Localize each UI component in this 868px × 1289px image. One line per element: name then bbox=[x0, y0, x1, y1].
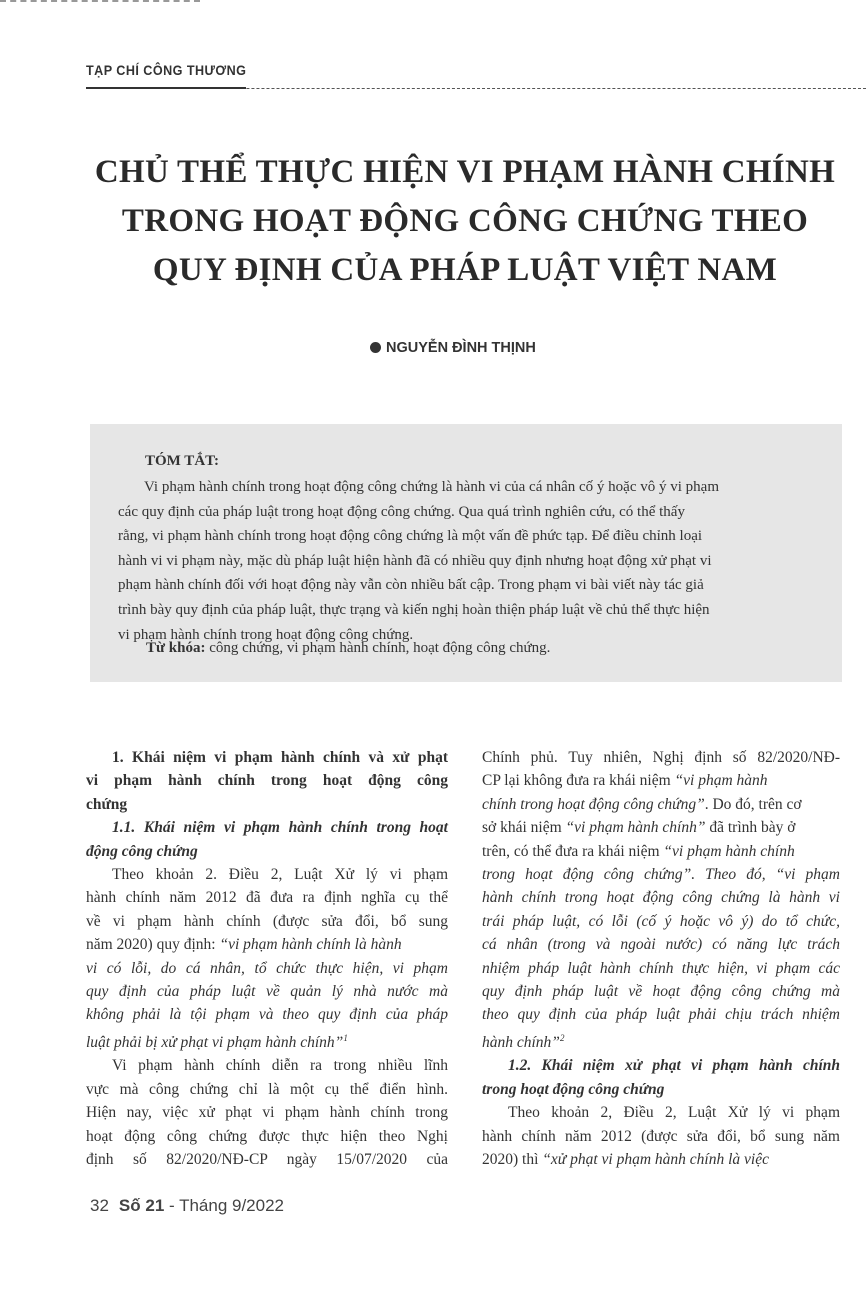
text-run: năm 2020) quy định: bbox=[86, 936, 220, 954]
right-column bbox=[482, 746, 840, 1171]
abstract-line: hành vi vi phạm này, mặc dù pháp luật hiện hành đã có nhiều quy định nhưng hoạt động xử phạt vi bbox=[118, 552, 712, 569]
subsection-heading: động công chứng bbox=[86, 842, 198, 860]
subsection-heading: trong hoạt động công chứng bbox=[482, 1080, 665, 1098]
text-run: đã trình bày ở bbox=[705, 819, 796, 837]
quote-run: luật phải bị xử phạt vi phạm hành chính” bbox=[86, 1034, 344, 1052]
text-run: 2020) thì bbox=[482, 1151, 543, 1169]
text-run: CP lại không đưa ra khái niệm bbox=[482, 772, 675, 790]
paragraph-line bbox=[482, 793, 840, 816]
quote-line: cá nhân (trong và ngoài nước) có năng lực trách bbox=[482, 936, 840, 954]
journal-name: TẠP CHÍ CÔNG THƯƠNG bbox=[86, 62, 247, 78]
paragraph-line bbox=[482, 1148, 840, 1171]
paragraph-line: về vi phạm hành chính (được sửa đổi, bổ sung bbox=[86, 912, 448, 930]
quote-line: quy định pháp luật về hoạt động công chứng mà bbox=[482, 983, 840, 1001]
quote-line: hành chính trong hoạt động công chứng là hành vi bbox=[482, 889, 840, 907]
paragraph-line bbox=[86, 933, 448, 956]
abstract-body bbox=[118, 475, 818, 647]
abstract-line: rằng, vi phạm hành chính trong hoạt động công chứng là một vấn đề phức tạp. Để điều chỉnh loại bbox=[118, 528, 703, 545]
quote-line: vi có lỗi, do cá nhân, tổ chức thực hiện, vi phạm bbox=[86, 959, 448, 977]
author-byline bbox=[370, 340, 536, 356]
paragraph-line bbox=[482, 816, 840, 839]
quote-run: “vi phạm hành bbox=[674, 772, 768, 790]
paragraph-line: hành chính năm 2012 đã đưa ra định nghĩa cụ thể bbox=[86, 889, 448, 907]
quote-run: “xử phạt vi phạm hành chính là việc bbox=[542, 1151, 769, 1169]
abstract-heading: TÓM TẮT: bbox=[145, 453, 220, 469]
footnote-ref: 2 bbox=[559, 1032, 565, 1043]
quote-line: quy định của pháp luật về quản lý nhà nước mà bbox=[86, 983, 448, 1001]
title-line: TRONG HOẠT ĐỘNG CÔNG CHỨNG THEO bbox=[121, 203, 809, 239]
bullet-icon bbox=[370, 342, 381, 353]
quote-run: “vi phạm hành chính là hành bbox=[219, 936, 402, 954]
section-heading: 1. Khái niệm vi phạm hành chính và xử phạt bbox=[112, 749, 448, 766]
quote-line: trái pháp luật, có lỗi (cố ý hoặc vô ý) do tổ chức, bbox=[482, 912, 840, 930]
keywords-text: công chứng, vi phạm hành chính, hoạt động công chứng. bbox=[205, 640, 551, 656]
paragraph-line: hành chính năm 2012 (được sửa đổi, bổ sung năm bbox=[482, 1127, 840, 1145]
left-column bbox=[86, 746, 448, 1171]
quote-line: trong hoạt động công chứng”. Theo đó, “vi phạm bbox=[482, 866, 840, 884]
issue-number: Số 21 bbox=[118, 1196, 165, 1215]
author-name: NGUYỄN ĐÌNH THỊNH bbox=[386, 340, 536, 356]
paragraph-line: Theo khoản 2. Điều 2, Luật Xử lý vi phạm bbox=[112, 866, 448, 884]
quote-run: chính trong hoạt động công chứng” bbox=[482, 795, 705, 813]
crop-marks bbox=[0, 0, 200, 10]
paragraph-line: hoạt động công chứng được thực hiện theo Nghị bbox=[86, 1127, 448, 1145]
quote-run: hành chính” bbox=[482, 1034, 560, 1052]
abstract-line: trình bày quy định của pháp luật, thực trạng và kiến nghị hoàn thiện pháp luật về chủ thể thực hiện bbox=[118, 601, 710, 618]
paragraph-line: vực mà công chứng chỉ là một cụ thể điển hình. bbox=[86, 1080, 448, 1098]
paragraph-line: Hiện nay, việc xử phạt vi phạm hành chính trong bbox=[86, 1104, 448, 1122]
quote-line bbox=[482, 1027, 840, 1055]
keywords-label: Từ khóa: bbox=[146, 640, 206, 656]
page-footer bbox=[90, 1196, 284, 1216]
abstract-line: Vi phạm hành chính trong hoạt động công chứng là hành vi của cá nhân cố ý hoặc vô ý vi phạm bbox=[144, 479, 719, 495]
issue-date: - Tháng 9/2022 bbox=[164, 1196, 285, 1215]
abstract-line: các quy định của pháp luật trong hoạt động công chứng. Qua quá trình nghiên cứu, có thể thấy bbox=[118, 503, 685, 520]
quote-run: “vi phạm hành chính” bbox=[565, 819, 706, 837]
page-number: 32 bbox=[90, 1196, 109, 1215]
paragraph-line: Theo khoản 2, Điều 2, Luật Xử lý vi phạm bbox=[508, 1104, 840, 1122]
quote-line bbox=[86, 1027, 448, 1055]
header-divider-accent bbox=[86, 87, 246, 89]
quote-line: nhiệm pháp luật hành chính thực hiện, vi phạm các bbox=[482, 959, 840, 977]
text-run: . Do đó, trên cơ bbox=[704, 795, 802, 813]
paragraph-line: Vi phạm hành chính diễn ra trong nhiều lĩnh bbox=[112, 1057, 448, 1075]
paragraph-line bbox=[482, 769, 840, 792]
keywords bbox=[146, 640, 550, 657]
section-heading: vi phạm hành chính trong hoạt động công bbox=[86, 772, 448, 790]
text-run: trên, có thể đưa ra khái niệm bbox=[482, 842, 664, 860]
subsection-heading: 1.1. Khái niệm vi phạm hành chính trong hoạt bbox=[112, 819, 448, 837]
abstract-line: phạm hành chính đối với hoạt động này vẫn còn nhiều bất cập. Trong phạm vi bài viết này tác giả bbox=[118, 577, 704, 594]
text-run: sở khái niệm bbox=[482, 819, 566, 837]
subsection-heading: 1.2. Khái niệm xử phạt vi phạm hành chính bbox=[508, 1057, 840, 1075]
footnote-ref: 1 bbox=[343, 1032, 348, 1043]
quote-run: “vi phạm hành chính bbox=[663, 842, 795, 860]
article-title bbox=[60, 148, 868, 295]
paragraph-line: Chính phủ. Tuy nhiên, Nghị định số 82/2020/NĐ- bbox=[482, 749, 840, 766]
paragraph-line bbox=[482, 840, 840, 863]
quote-line: không phải là tội phạm và theo quy định của pháp bbox=[86, 1006, 448, 1024]
title-line: CHỦ THỂ THỰC HIỆN VI PHẠM HÀNH CHÍNH bbox=[94, 154, 836, 190]
paragraph-line: định số 82/2020/NĐ-CP ngày 15/07/2020 của bbox=[86, 1151, 448, 1169]
section-heading: chứng bbox=[86, 795, 128, 813]
quote-line: theo quy định của pháp luật phải chịu trách nhiệm bbox=[482, 1006, 840, 1024]
title-line: QUY ĐỊNH CỦA PHÁP LUẬT VIỆT NAM bbox=[152, 252, 778, 288]
abstract-line: vi phạm hành chính trong hoạt động công chứng. bbox=[118, 626, 414, 643]
